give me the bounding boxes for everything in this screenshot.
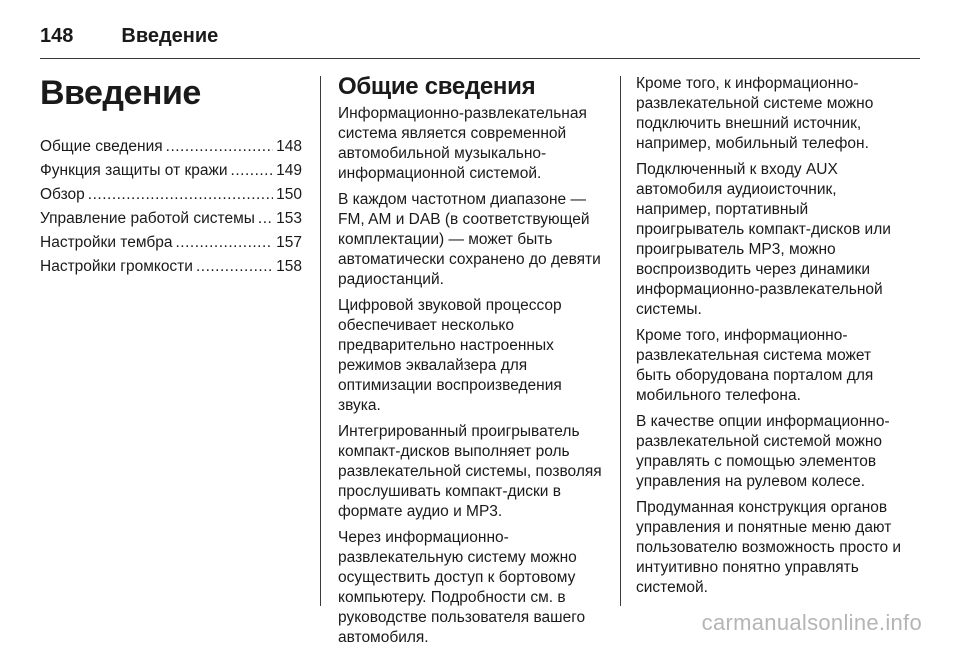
right-column: [636, 74, 906, 604]
toc-leader-dots: [196, 255, 273, 279]
toc-item[interactable]: [40, 207, 302, 231]
body-paragraph: Продуманная конструкция органов управления и понятные меню дают пользователю возможность просто и интуитивно понятно управлять системой.: [636, 499, 902, 596]
running-title: Введение: [121, 24, 219, 47]
column-divider-right: [620, 76, 621, 606]
body-paragraph: Цифровой звуковой процессор обеспечивает несколько предварительно настроенных режимов эквалайзера для оптимизации воспроизведения звука.: [338, 297, 562, 415]
toc-item-page: 157: [276, 234, 302, 252]
toc-item-page: 150: [276, 186, 302, 204]
toc-leader-dots: [175, 231, 273, 255]
body-paragraph: В качестве опции информационно-развлекательной системой можно управлять с помощью элементов управления на рулевом колесе.: [636, 413, 890, 490]
body-paragraph: Через информационно-развлекательную систему можно осуществить доступ к бортовому компьютеру. Подробности см. в руководстве пользователя вашего автомобиля.: [338, 529, 586, 647]
page-number: 148: [40, 24, 74, 47]
body-paragraph: Кроме того, информационно-развлекательная система может быть оборудована порталом для мобильного телефона.: [636, 327, 874, 404]
table-of-contents: [40, 135, 302, 279]
toc-leader-dots: [231, 159, 274, 183]
middle-column: [338, 74, 604, 654]
toc-item-label: Обзор: [40, 186, 85, 204]
page-header: [40, 14, 920, 58]
body-paragraph: В каждом частотном диапазоне — FM, AM и DAB (в соответствующей комплектации) — может быть автоматически сохранено до девяти радиостанций.: [338, 191, 601, 289]
toc-item-label: Управление работой системы: [40, 210, 255, 228]
toc-item[interactable]: [40, 231, 302, 255]
body-paragraph: Подключенный к входу AUX автомобиля аудиоисточник, например, портативный проигрыватель компакт-дисков или проигрыватель MP3, можно воспроизводить через динамики информационно-развлекательной системы.: [636, 161, 891, 318]
toc-item-label: Настройки тембра: [40, 234, 173, 252]
body-paragraph: Кроме того, к информационно-развлекательной системе можно подключить внешний источник, например, мобильный телефон.: [636, 75, 874, 152]
toc-item-page: 153: [276, 210, 302, 228]
body-paragraph: Интегрированный проигрыватель компакт-дисков выполняет роль развлекательной системы, позволяя прослушивать компакт-диски в формате аудио и MP3.: [338, 423, 602, 521]
toc-leader-dots: [258, 207, 273, 231]
toc-item[interactable]: [40, 183, 302, 207]
toc-item-label: Общие сведения: [40, 138, 163, 156]
toc-item-page: 158: [276, 258, 302, 276]
toc-item[interactable]: [40, 159, 302, 183]
toc-item[interactable]: [40, 255, 302, 279]
toc-leader-dots: [166, 135, 273, 159]
toc-item-page: 148: [276, 138, 302, 156]
toc-leader-dots: [88, 183, 273, 207]
toc-item-label: Настройки громкости: [40, 258, 193, 276]
toc-item[interactable]: [40, 135, 302, 159]
watermark: carmanualsonline.info: [701, 610, 922, 635]
body-paragraph: Информационно-развлекательная система является современной автомобильной музыкально-информационной системой.: [338, 105, 587, 183]
header-rule: [40, 58, 920, 59]
column-divider-left: [320, 76, 321, 606]
chapter-heading: Введение: [40, 74, 201, 112]
left-column: [40, 74, 302, 279]
section-heading: Общие сведения: [338, 73, 536, 100]
toc-item-page: 149: [276, 162, 302, 180]
toc-item-label: Функция защиты от кражи: [40, 162, 228, 180]
